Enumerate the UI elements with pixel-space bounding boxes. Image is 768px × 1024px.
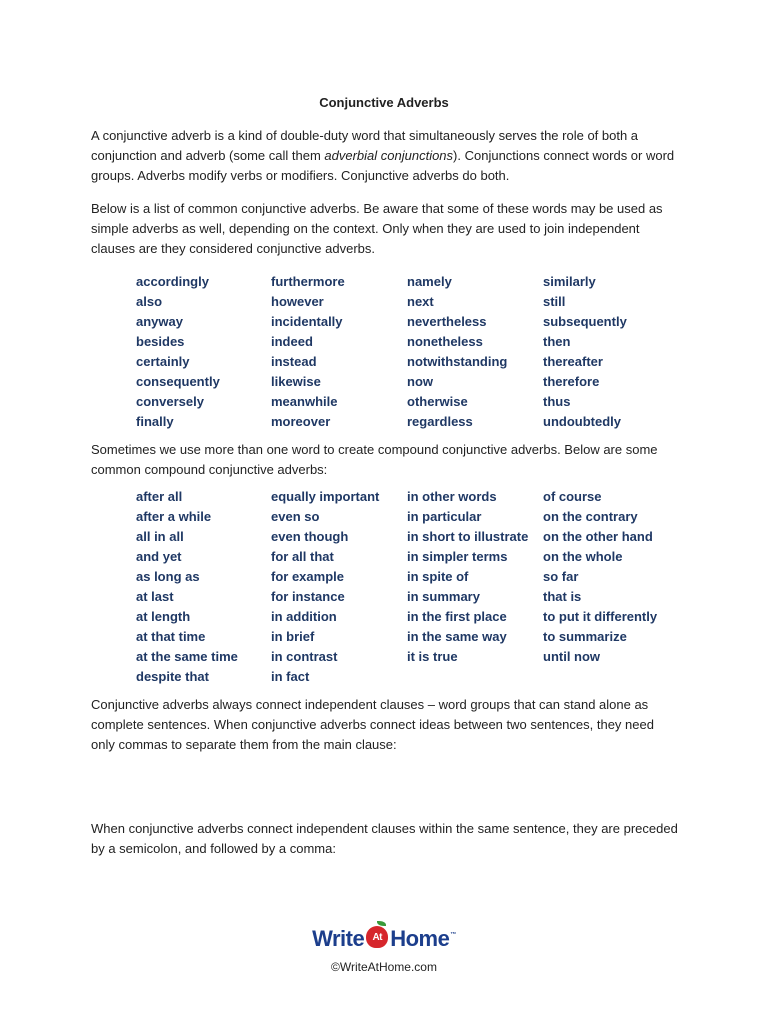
adverb-item: at last [136, 589, 174, 604]
page-title: Conjunctive Adverbs [319, 95, 449, 110]
adverb-item: on the other hand [543, 529, 653, 544]
adverb-item: thereafter [543, 354, 603, 369]
adverb-item: for instance [271, 589, 345, 604]
between-sentences-paragraph: Conjunctive adverbs always connect independent clauses – word groups that can stand alone as complete sentences. When conjunctive adverbs connect ideas between two sentences, they need only commas to separate them from the main clause: [91, 697, 654, 752]
adverb-item: at length [136, 609, 191, 624]
list-intro-paragraph: Below is a list of common conjunctive adverbs. Be aware that some of these words may be used as simple adverbs as well, depending on the context. Only when they are used to join independent clauses are they considered conjunctive adverbs. [91, 201, 663, 256]
adverb-item: similarly [543, 274, 596, 289]
adverb-item: indeed [271, 334, 313, 349]
adverb-item: notwithstanding [407, 354, 508, 369]
adverb-item: anyway [136, 314, 183, 329]
common-adverbs-list [136, 272, 696, 432]
adverb-item: now [407, 374, 433, 389]
writeathome-logo [0, 924, 768, 952]
trademark-mark: ™ [450, 932, 456, 938]
adverb-item: however [271, 294, 324, 309]
adverb-item: conversely [136, 394, 204, 409]
adverb-item [543, 667, 683, 687]
adverb-item: regardless [407, 414, 473, 429]
compound-adverbs-list [136, 487, 696, 687]
adverb-item: next [407, 294, 434, 309]
adverb-item: still [543, 294, 566, 309]
adverb-item: in fact [271, 669, 310, 684]
adverb-item: meanwhile [271, 394, 338, 409]
adverb-item: incidentally [271, 314, 343, 329]
adverb-item: furthermore [271, 274, 345, 289]
adverb-item: on the contrary [543, 509, 638, 524]
adverb-item: equally important [271, 489, 380, 504]
adverb-item: after all [136, 489, 183, 504]
intro-text-1: A conjunctive adverb is a kind of double-duty word that simultaneously serves the role of both a conjunction and adverb (some call them [91, 128, 639, 163]
adverb-item: instead [271, 354, 317, 369]
adverb-item: nonetheless [407, 334, 483, 349]
adverb-item: all in all [136, 529, 184, 544]
adverb-item: on the whole [543, 549, 623, 564]
adverb-item: in spite of [407, 569, 469, 584]
adverb-item: at that time [136, 629, 206, 644]
compound-intro-paragraph: Sometimes we use more than one word to create compound conjunctive adverbs. Below are some common compound conjunctive adverbs: [91, 442, 658, 477]
adverb-item: consequently [136, 374, 220, 389]
adverb-item: likewise [271, 374, 321, 389]
adverb-item: in simpler terms [407, 549, 508, 564]
adverb-item: in brief [271, 629, 315, 644]
adverb-item: despite that [136, 669, 209, 684]
adverb-item: certainly [136, 354, 190, 369]
adverb-item: in particular [407, 509, 482, 524]
copyright-text: ©WriteAtHome.com [331, 960, 437, 974]
within-sentence-paragraph: When conjunctive adverbs connect independent clauses within the same sentence, they are preceded by a semicolon, and followed by a comma: [91, 821, 678, 856]
adverb-item: until now [543, 649, 601, 664]
adverb-item: in contrast [271, 649, 338, 664]
adverb-item: that is [543, 589, 582, 604]
adverb-item: it is true [407, 649, 458, 664]
adverb-item: of course [543, 489, 602, 504]
adverb-item: in short to illustrate [407, 529, 529, 544]
adverb-item: for all that [271, 549, 334, 564]
adverb-item: in addition [271, 609, 337, 624]
adverb-item: in other words [407, 489, 497, 504]
adverb-item: and yet [136, 549, 182, 564]
adverb-item: to put it differently [543, 609, 658, 624]
adverb-item: thus [543, 394, 571, 409]
adverb-item: finally [136, 414, 174, 429]
logo-write-text: Write [312, 926, 365, 951]
adverb-item: in the first place [407, 609, 507, 624]
intro-italic-term: adverbial conjunctions [324, 148, 454, 163]
logo-at-text: At [366, 926, 388, 948]
adverb-item: namely [407, 274, 452, 289]
adverb-item: undoubtedly [543, 414, 621, 429]
logo-home-text: Home [390, 926, 450, 951]
adverb-item: as long as [136, 569, 200, 584]
adverb-item: subsequently [543, 314, 627, 329]
adverb-item: nevertheless [407, 314, 487, 329]
adverb-item: in the same way [407, 629, 507, 644]
adverb-item: to summarize [543, 629, 627, 644]
adverb-item: otherwise [407, 394, 468, 409]
adverb-item: then [543, 334, 571, 349]
adverb-item: therefore [543, 374, 600, 389]
adverb-item: so far [543, 569, 579, 584]
adverb-item: in summary [407, 589, 480, 604]
adverb-item: accordingly [136, 274, 209, 289]
adverb-item [407, 667, 543, 687]
apple-icon [365, 924, 389, 952]
adverb-item: even though [271, 529, 349, 544]
adverb-item: at the same time [136, 649, 238, 664]
intro-paragraph [91, 126, 681, 186]
adverb-item: also [136, 294, 163, 309]
adverb-item: for example [271, 569, 344, 584]
adverb-item: besides [136, 334, 185, 349]
intro-text-2: ). Conjunctions connect words or word groups. Adverbs modify verbs or modifiers. Conjunctive adverbs do both. [91, 148, 675, 183]
adverb-item: even so [271, 509, 320, 524]
adverb-item: after a while [136, 509, 212, 524]
adverb-item: moreover [271, 414, 331, 429]
